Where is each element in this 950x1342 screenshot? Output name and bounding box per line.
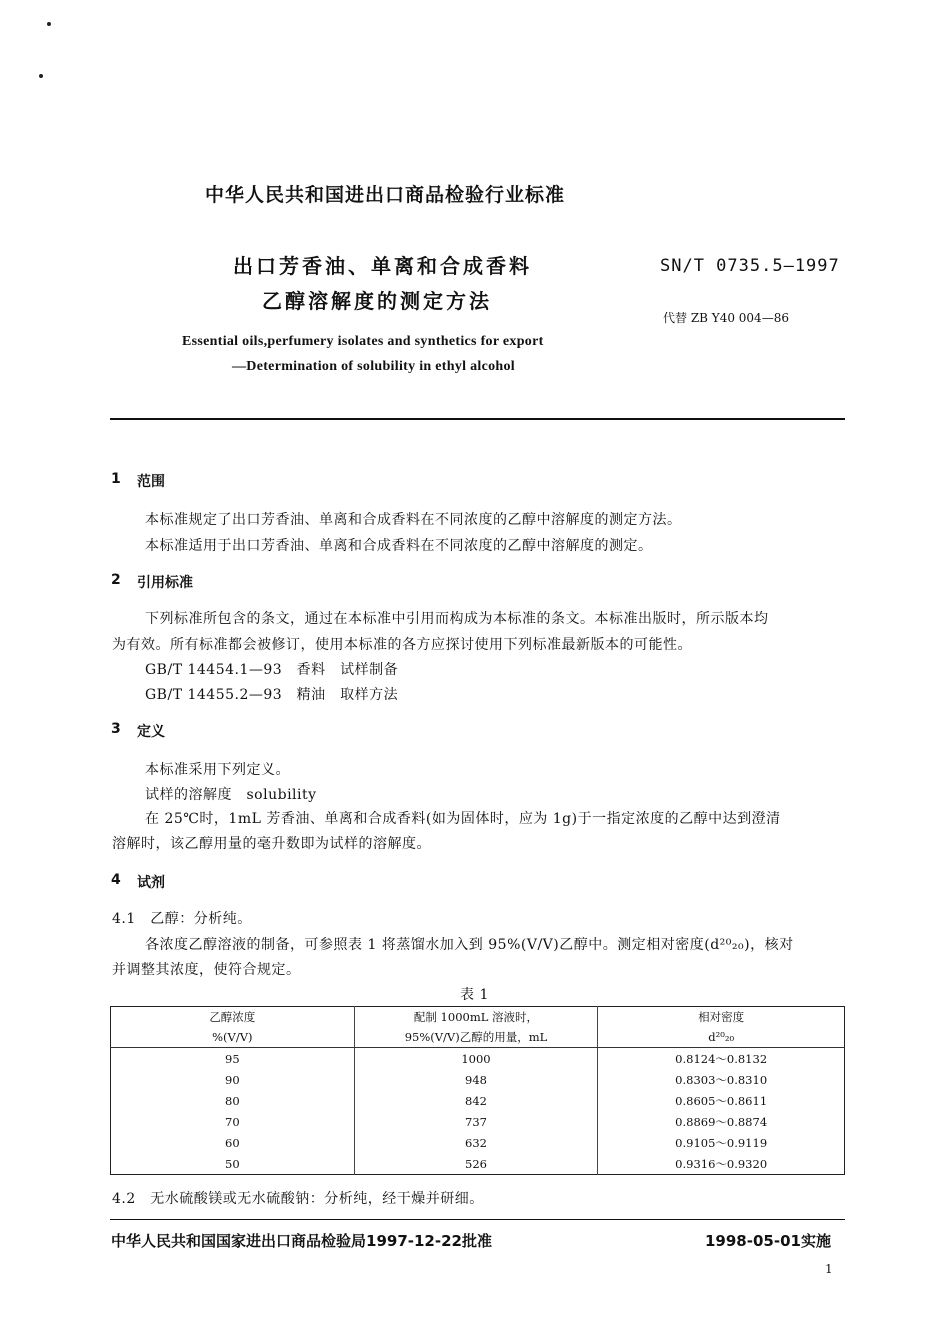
footer-divider: [110, 1219, 845, 1220]
section-2-para-line-1: 下列标准所包含的条文，通过在本标准中引用而构成为本标准的条文。本标准出版时，所示版本均: [145, 611, 769, 627]
section-1-para-2: 本标准适用于出口芳香油、单离和合成香料在不同浓度的乙醇中溶解度的测定。: [145, 538, 653, 554]
definition-line-1: 在 25℃时，1mL 芳香油、单离和合成香料(如为固体时，应为 1g)于一指定浓度的乙醇中达到澄清: [145, 811, 781, 827]
item-4-1-para-line-1: 各浓度乙醇溶液的制备，可参照表 1 将蒸馏水加入到 95%(V/V)乙醇中。测定相对密度(d²⁰₂₀)，核对: [145, 937, 794, 953]
table-row: [111, 1090, 845, 1111]
section-1-title: 范围: [137, 474, 165, 490]
col-header-concentration-unit: %(V/V): [111, 1027, 355, 1048]
effective-date: 1998-05-01实施: [705, 1232, 831, 1250]
section-1-number: 1: [111, 471, 121, 487]
col-header-concentration: 乙醇浓度: [209, 1010, 256, 1024]
section-2-para-line-2: 为有效。所有标准都会被修订，使用本标准的各方应探讨使用下列标准最新版本的可能性。: [112, 637, 692, 653]
section-4-title: 试剂: [137, 875, 165, 891]
section-1-para-1: 本标准规定了出口芳香油、单离和合成香料在不同浓度的乙醇中溶解度的测定方法。: [145, 512, 682, 528]
cell-concentration: 50: [225, 1156, 240, 1171]
section-2-title: 引用标准: [137, 575, 193, 591]
replaces-note: 代替 ZB Y40 004—86: [663, 311, 789, 325]
table-row: [111, 1132, 845, 1153]
table-row: [111, 1048, 845, 1070]
cell-concentration: 60: [225, 1135, 240, 1150]
cell-concentration: 90: [225, 1072, 240, 1087]
cell-volume: 948: [354, 1069, 598, 1090]
table-row: [111, 1111, 845, 1132]
cell-density: 0.8303～0.8310: [598, 1069, 845, 1090]
table-caption: 表 1: [460, 987, 489, 1003]
cell-volume: 1000: [354, 1048, 598, 1070]
cell-density: 0.8124～0.8132: [598, 1048, 845, 1070]
col-header-volume: 配制 1000mL 溶液时，: [354, 1007, 598, 1028]
table-row: [111, 1069, 845, 1090]
approval-line: 中华人民共和国国家进出口商品检验局1997-12-22批准: [111, 1232, 492, 1250]
col-header-density: 相对密度: [598, 1007, 845, 1028]
cell-concentration: 80: [225, 1093, 240, 1108]
ethanol-dilution-table: [110, 1006, 845, 1175]
title-divider: [110, 418, 845, 420]
english-title-line-2: —Determination of solubility in ethyl alcohol: [232, 359, 515, 374]
cell-density: 0.8605～0.8611: [598, 1090, 845, 1111]
title-line-2: 乙醇溶解度的测定方法: [262, 289, 492, 313]
section-3-title: 定义: [137, 724, 165, 740]
section-4-number: 4: [111, 872, 121, 888]
col-header-volume-unit: 95%(V/V)乙醇的用量，mL: [354, 1027, 598, 1048]
title-line-1: 出口芳香油、单离和合成香料: [233, 254, 532, 278]
definition-line-2: 溶解时，该乙醇用量的毫升数即为试样的溶解度。: [112, 836, 431, 852]
cell-volume: 526: [354, 1153, 598, 1175]
cell-density: 0.8869～0.8874: [598, 1111, 845, 1132]
cell-volume: 632: [354, 1132, 598, 1153]
reference-2: GB/T 14455.2—93 精油 取样方法: [145, 687, 399, 703]
item-4-1-para-line-2: 并调整其浓度，使符合规定。: [112, 962, 301, 978]
col-header-density-symbol: d²⁰₂₀: [598, 1027, 845, 1048]
cell-volume: 737: [354, 1111, 598, 1132]
scan-speck: [39, 74, 43, 78]
item-4-1: 4.1 乙醇：分析纯。: [112, 911, 252, 927]
scan-speck: [47, 22, 51, 26]
section-3-number: 3: [111, 721, 121, 737]
cell-concentration: 70: [225, 1114, 240, 1129]
cell-volume: 842: [354, 1090, 598, 1111]
table-row: [111, 1153, 845, 1175]
standard-code: SN/T 0735.5—1997: [660, 256, 840, 276]
section-3-para-1: 本标准采用下列定义。: [145, 762, 290, 778]
standard-header: 中华人民共和国进出口商品检验行业标准: [204, 184, 565, 206]
reference-1: GB/T 14454.1—93 香料 试样制备: [145, 662, 399, 678]
cell-density: 0.9105～0.9119: [598, 1132, 845, 1153]
cell-concentration: 95: [225, 1051, 240, 1066]
term-solubility: 试样的溶解度 solubility: [145, 787, 317, 803]
section-2-number: 2: [111, 572, 121, 588]
english-title-line-1: Essential oils,perfumery isolates and synthetics for export: [182, 334, 544, 349]
item-4-2: 4.2 无水硫酸镁或无水硫酸钠：分析纯，经干燥并研细。: [112, 1191, 484, 1207]
cell-density: 0.9316～0.9320: [598, 1153, 845, 1175]
page-number: 1: [825, 1262, 834, 1276]
